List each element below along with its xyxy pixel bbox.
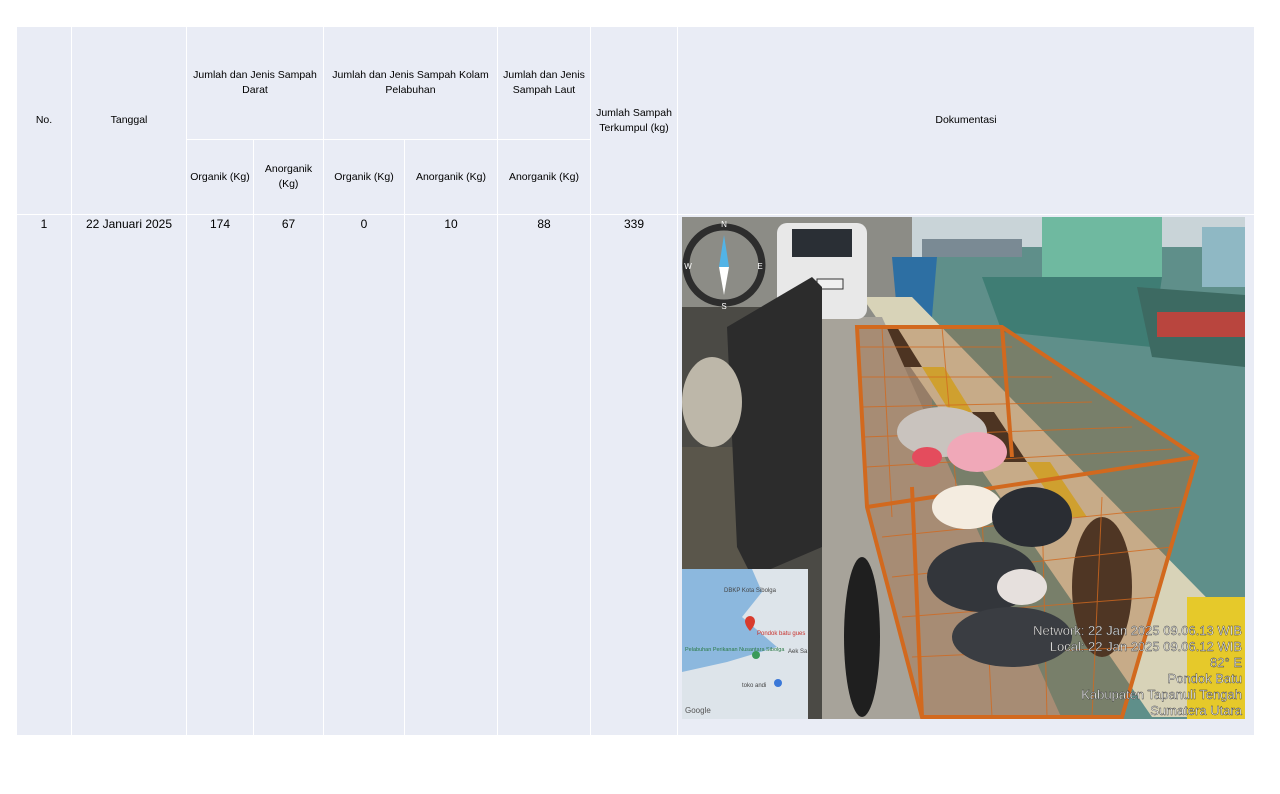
header-tanggal: Tanggal [72,27,187,215]
stamp-local: Local: 22 Jan 2025 09.06.12 WIB [1049,639,1242,654]
stamp-network: Network: 22 Jan 2025 09.06.13 WIB [1033,623,1242,638]
map-label-pondok: Pondok batu gues [757,631,806,637]
map-label-pelabuhan: Pelabuhan Perikanan Nusantara Sibolga [685,647,785,653]
cell-kolam-organik: 0 [324,215,405,736]
header-no: No. [17,27,72,215]
compass-e: E [757,262,763,271]
header-darat-organik: Organik (Kg) [187,140,254,215]
header-darat-anorganik: Anorganik (Kg) [254,140,324,215]
stamp-province: Sumatera Utara [1150,703,1242,718]
cell-darat-anorganik: 67 [254,215,324,736]
cell-no: 1 [17,215,72,736]
map-inset [682,569,808,719]
cell-darat-organik: 174 [187,215,254,736]
header-kolam: Jumlah dan Jenis Sampah Kolam Pelabuhan [324,27,498,140]
cell-tanggal: 22 Januari 2025 [72,215,187,736]
stamp-regency: Kabupaten Tapanuli Tengah [1081,687,1242,702]
compass-n: N [721,220,727,229]
stamp-bearing: 82° E [1210,655,1242,670]
map-brand: Google [685,706,711,715]
map-label-aek: Aek Sa [788,649,808,655]
documentation-photo [682,217,1245,719]
table-row [17,215,1255,736]
data-sheet [16,26,1254,735]
map-label-toko: toko andi [742,683,767,689]
cell-terkumpul: 339 [591,215,678,736]
cell-laut-anorganik: 88 [498,215,591,736]
header-terkumpul: Jumlah Sampah Terkumpul (kg) [591,27,678,215]
waste-table [16,26,1255,736]
stamp-place: Pondok Batu [1167,671,1242,686]
header-darat: Jumlah dan Jenis Sampah Darat [187,27,324,140]
compass-w: W [684,262,692,271]
map-label-dbkp: DBKP Kota Sibolga [724,588,776,594]
header-laut: Jumlah dan Jenis Sampah Laut [498,27,591,140]
header-kolam-anorganik: Anorganik (Kg) [405,140,498,215]
header-laut-anorganik: Anorganik (Kg) [498,140,591,215]
compass-s: S [721,302,727,311]
header-dokumentasi: Dokumentasi [678,27,1255,215]
header-kolam-organik: Organik (Kg) [324,140,405,215]
cell-kolam-anorganik: 10 [405,215,498,736]
cell-dokumentasi [678,215,1255,736]
